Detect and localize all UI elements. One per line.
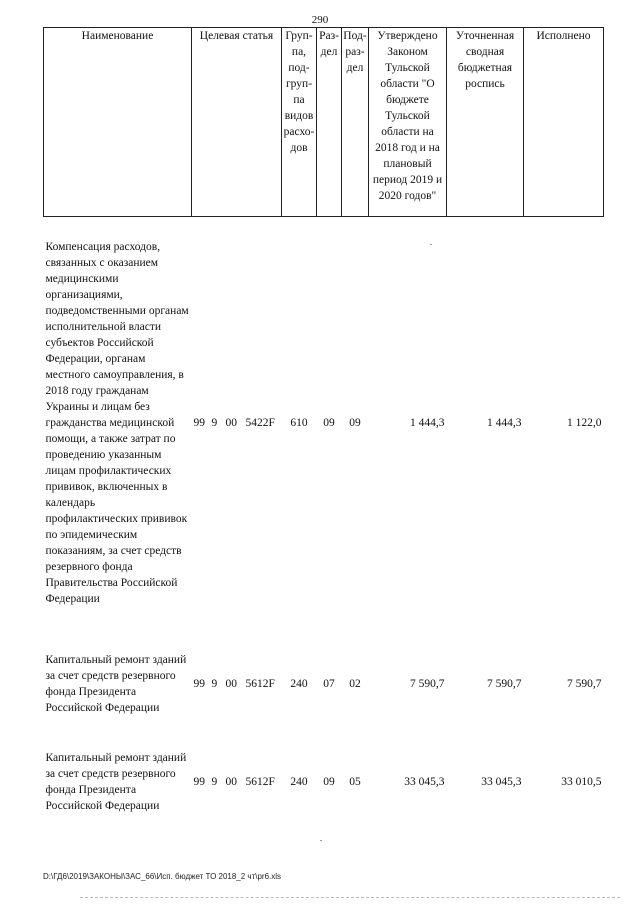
row-executed: 1 122,0 bbox=[567, 416, 602, 429]
row-name: Капитальный ремонт зданий за счет средств резервного фонда Президента Российской Федерации bbox=[45, 752, 187, 812]
code-direction: 5612F bbox=[245, 776, 275, 788]
row-section: 07 bbox=[323, 678, 335, 690]
header-executed: Исполнено bbox=[524, 28, 604, 217]
scan-speck bbox=[430, 244, 432, 245]
row-subsection: 09 bbox=[349, 416, 361, 429]
row-approved: 7 590,7 bbox=[410, 678, 445, 690]
row-group: 240 bbox=[290, 776, 308, 788]
row-approved: 33 045,3 bbox=[404, 776, 445, 788]
header-expense-group: Груп-па, под-груп-па видов расхо-дов bbox=[282, 28, 317, 217]
row-refined: 1 444,3 bbox=[487, 416, 522, 429]
header-name: Наименование bbox=[44, 28, 192, 217]
code-direction: 5612F bbox=[245, 678, 275, 690]
row-subsection: 05 bbox=[349, 776, 361, 788]
table-row bbox=[44, 217, 604, 616]
row-group: 240 bbox=[290, 678, 308, 690]
row-target-article bbox=[192, 724, 282, 822]
row-approved: 1 444,3 bbox=[410, 416, 445, 429]
row-group: 610 bbox=[290, 416, 308, 429]
row-refined: 33 045,3 bbox=[481, 776, 522, 788]
header-section: Раз-дел bbox=[317, 28, 342, 217]
header-subsection: Под-раз-дел bbox=[342, 28, 369, 217]
row-executed: 7 590,7 bbox=[567, 678, 602, 690]
page-number: 290 bbox=[311, 14, 329, 26]
code-activity: 00 bbox=[225, 776, 237, 788]
row-section: 09 bbox=[323, 776, 335, 788]
row-name: Компенсация расходов, связанных с оказанием медицинскими организациями, подведомственными органам исполнительной власти субъектов Российской Федерации, органам местного самоуправления, в 2018 году гражданам Украины и лицам без гражданства медицинской помощи, а также затрат по проведению указанным лицам профилактических прививок, включенных в календарь профилактических прививок по эпидемическим показаниям, за счет средств резервного фонда Правительства Российской Федерации bbox=[45, 240, 189, 605]
code-subprogram: 9 bbox=[211, 776, 218, 788]
header-target-article: Целевая статья bbox=[192, 28, 282, 217]
scan-artifact-line bbox=[80, 897, 620, 898]
row-subsection: 02 bbox=[349, 678, 361, 690]
code-activity: 00 bbox=[225, 678, 237, 690]
row-executed: 33 010,5 bbox=[561, 776, 602, 788]
row-refined: 7 590,7 bbox=[487, 678, 522, 690]
table-header-row bbox=[44, 28, 604, 217]
table-row bbox=[44, 615, 604, 724]
header-refined-budget: Уточненная сводная бюджетная роспись bbox=[447, 28, 524, 217]
row-target-article bbox=[192, 217, 282, 616]
code-program: 99 bbox=[193, 776, 205, 788]
code-subprogram: 9 bbox=[211, 416, 218, 429]
table-row bbox=[44, 724, 604, 822]
row-section: 09 bbox=[323, 416, 335, 429]
budget-table bbox=[43, 27, 604, 822]
row-name: Капитальный ремонт зданий за счет средств резервного фонда Президента Российской Федерации bbox=[45, 654, 187, 714]
row-target-article bbox=[192, 615, 282, 724]
code-activity: 00 bbox=[225, 416, 237, 429]
code-subprogram: 9 bbox=[211, 678, 218, 690]
code-program: 99 bbox=[193, 678, 205, 690]
footer-file-path: D:\ГД6\2019\ЗАКОНЫ\ЗАС_66\Исп. бюджет ТО 2018_2 чт\pr6.xls bbox=[43, 872, 282, 881]
header-approved: Утверждено Законом Тульской области "О бюджете Тульской области на 2018 год и на плановый период 2019 и 2020 годов" bbox=[369, 28, 447, 217]
code-program: 99 bbox=[193, 416, 205, 429]
code-direction: 5422F bbox=[245, 416, 275, 429]
scan-speck bbox=[320, 840, 322, 841]
